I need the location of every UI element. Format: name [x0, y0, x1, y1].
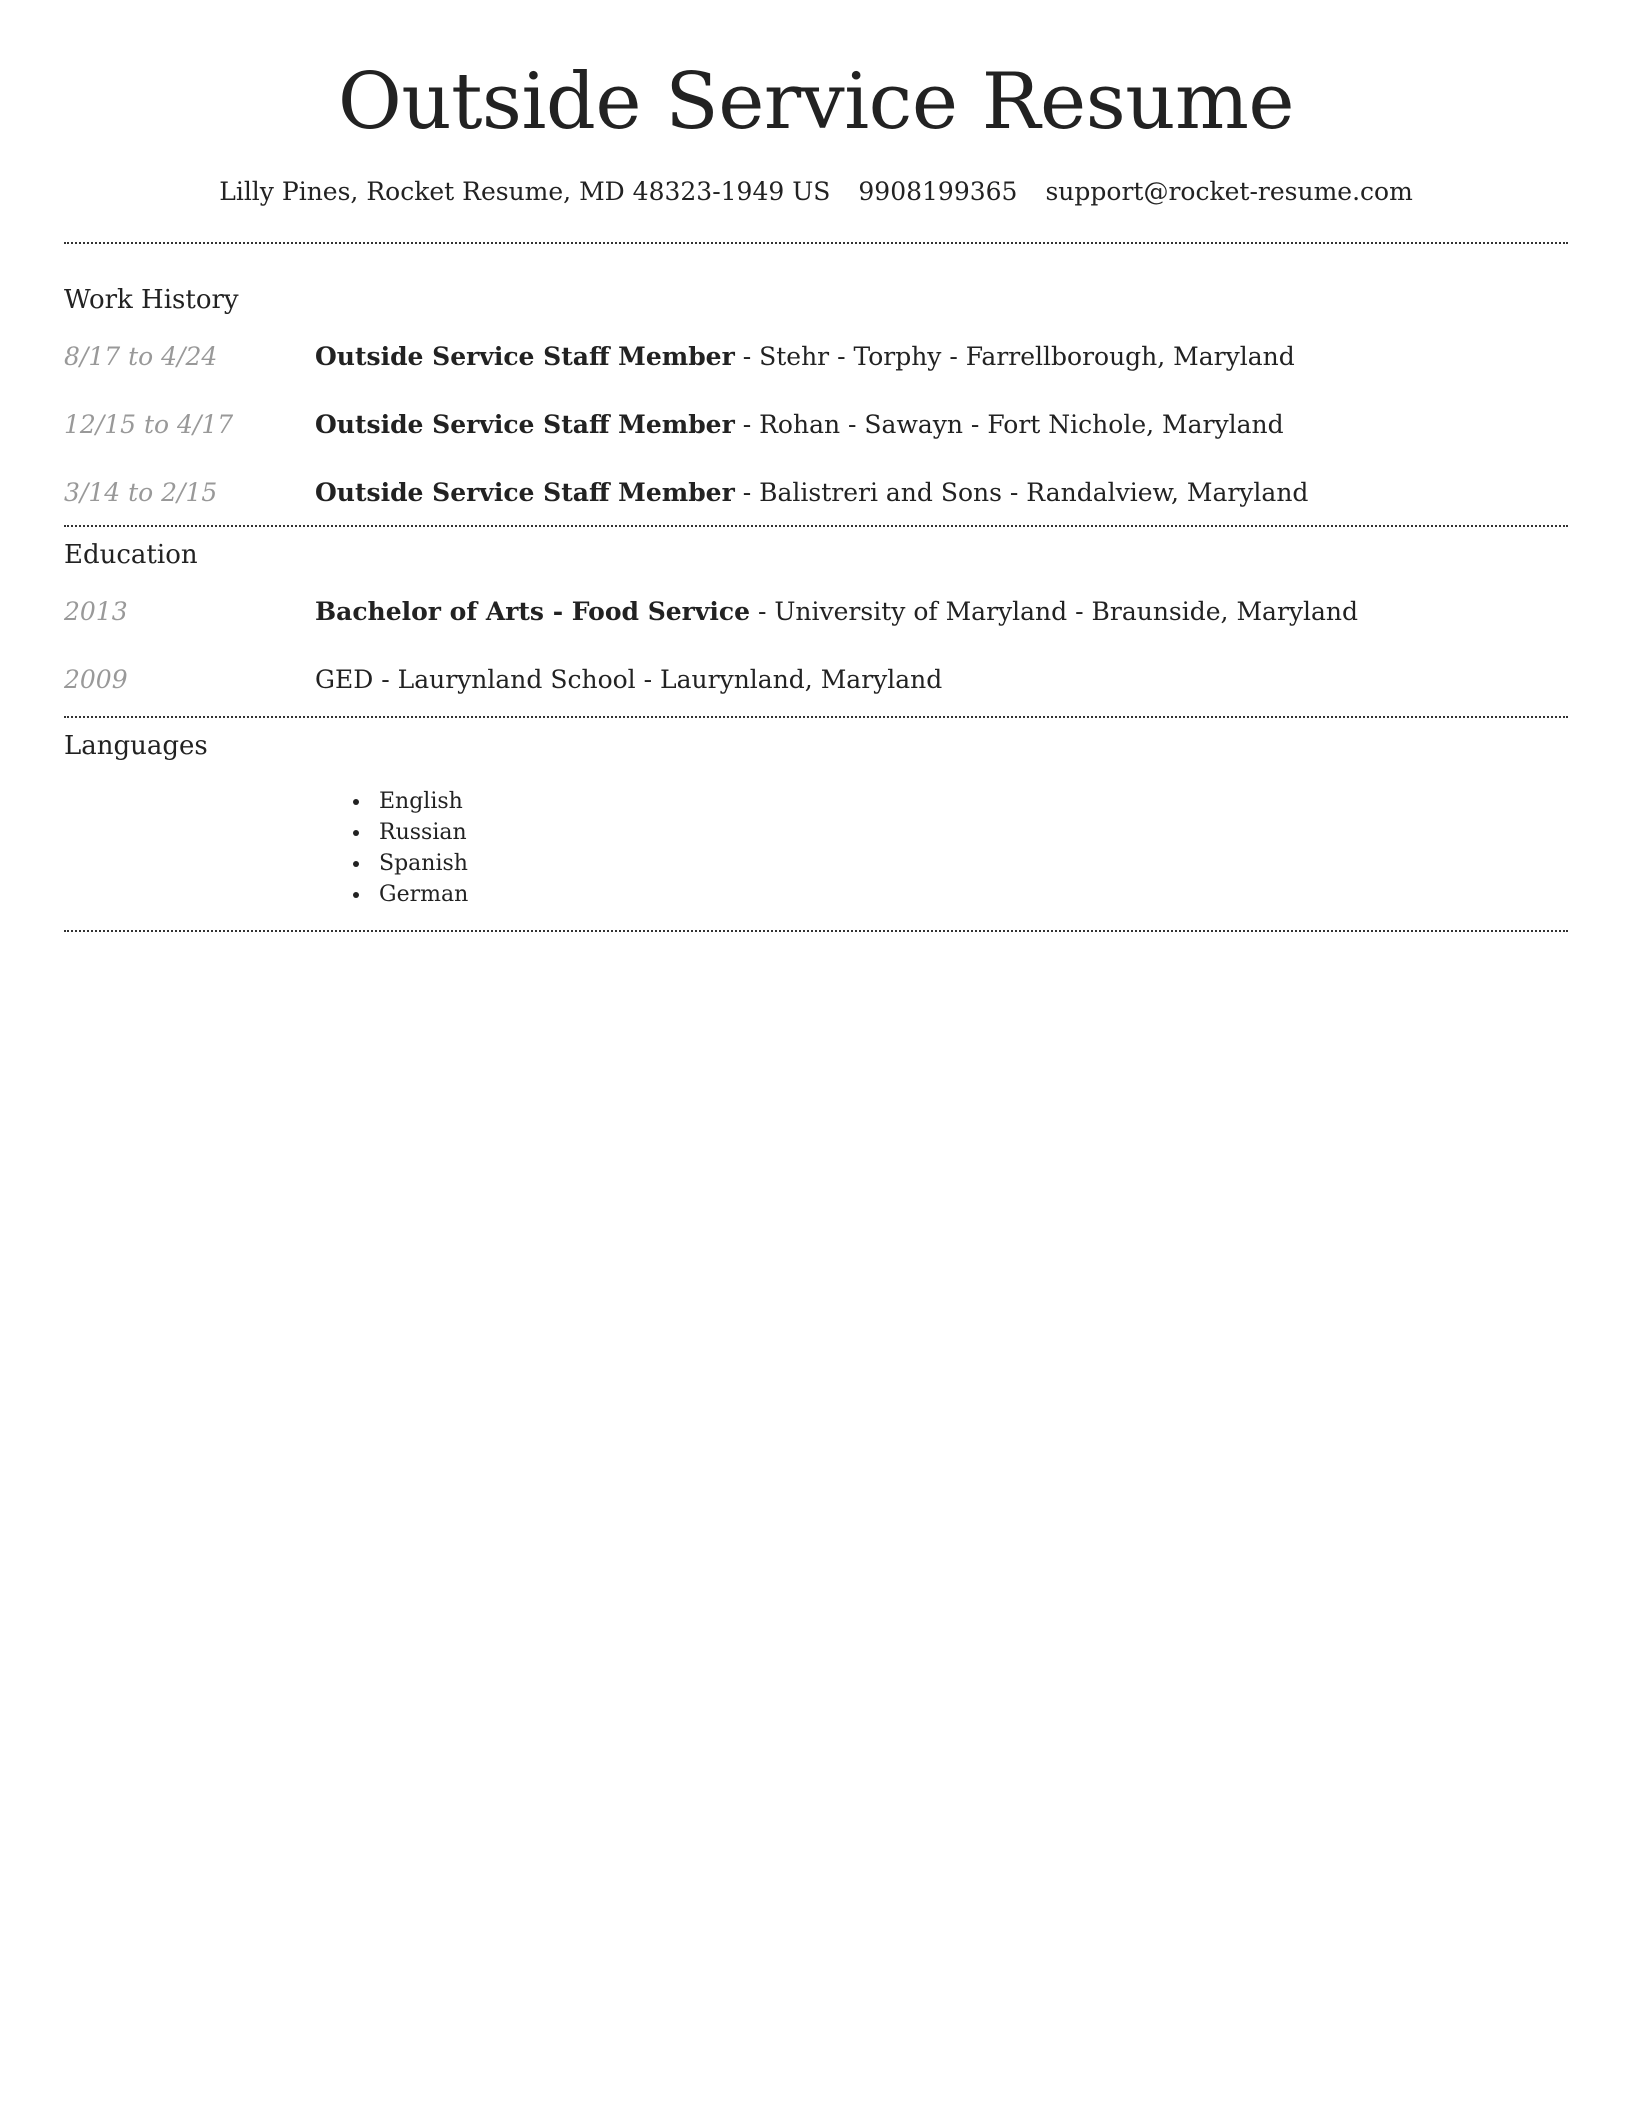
work-description	[315, 339, 1295, 375]
work-description	[315, 475, 1308, 511]
contact-email: support@rocket-resume.com	[1045, 177, 1413, 206]
education-entry	[64, 594, 1568, 630]
work-entry	[64, 475, 1568, 511]
education-section	[64, 527, 1568, 698]
work-description	[315, 407, 1284, 443]
languages-list	[64, 786, 1568, 910]
list-item: English	[379, 786, 1568, 817]
school-details: - University of Maryland - Braunside, Maryland	[750, 597, 1359, 626]
job-details: - Rohan - Sawayn - Fort Nichole, Maryland	[734, 410, 1284, 439]
job-details: - Balistreri and Sons - Randalview, Maryland	[734, 478, 1309, 507]
section-heading-languages: Languages	[64, 731, 208, 761]
education-description	[315, 662, 942, 698]
list-item: Russian	[379, 817, 1568, 848]
work-dates: 3/14 to 2/15	[64, 478, 218, 507]
education-description	[315, 594, 1358, 630]
resume-title: Outside Service Resume	[337, 57, 1295, 147]
degree-name: Bachelor of Arts - Food Service	[315, 597, 750, 626]
section-heading-work-history: Work History	[64, 285, 239, 315]
work-entry	[64, 339, 1568, 375]
languages-section	[64, 718, 1568, 910]
work-entry	[64, 407, 1568, 443]
contact-phone: 9908199365	[858, 177, 1018, 206]
list-item: German	[379, 879, 1568, 910]
job-title: Outside Service Staff Member	[315, 410, 735, 439]
contact-address: Lilly Pines, Rocket Resume, MD 48323-1949 US	[219, 177, 831, 206]
contact-line	[64, 174, 1568, 210]
work-dates: 8/17 to 4/24	[64, 342, 218, 371]
list-item: Spanish	[379, 848, 1568, 879]
degree-name: GED	[315, 665, 374, 694]
work-history-section	[64, 244, 1568, 511]
job-title: Outside Service Staff Member	[315, 478, 735, 507]
resume-page	[64, 0, 1568, 932]
education-entry	[64, 662, 1568, 698]
section-heading-education: Education	[64, 540, 198, 570]
job-details: - Stehr - Torphy - Farrellborough, Maryland	[734, 342, 1295, 371]
school-details: - Laurynland School - Laurynland, Maryland	[373, 665, 943, 694]
divider	[64, 930, 1568, 932]
education-year: 2013	[64, 597, 128, 626]
work-dates: 12/15 to 4/17	[64, 410, 234, 439]
education-year: 2009	[64, 665, 128, 694]
job-title: Outside Service Staff Member	[315, 342, 735, 371]
